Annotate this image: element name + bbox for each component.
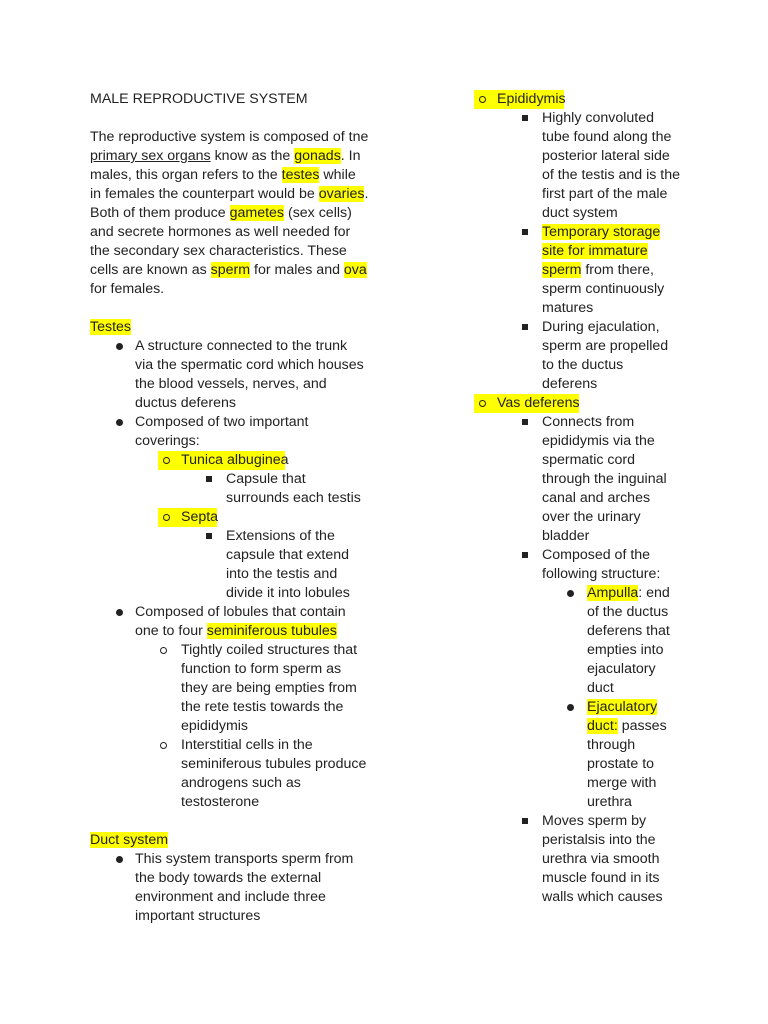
highlight-ova: ova — [343, 262, 367, 278]
highlight-ejaculatory: duct: — [587, 718, 618, 734]
list-text: of the ductus — [587, 604, 669, 620]
list-text: important structures — [135, 908, 261, 924]
highlight-storage: sperm — [542, 262, 582, 278]
list-text: Moves sperm by — [542, 813, 647, 829]
heading-duct-system: Duct system — [90, 832, 169, 848]
bullet-disc-icon — [113, 413, 127, 432]
list-text: they are being empties from — [181, 680, 357, 696]
list-text: Capsule that — [226, 471, 306, 487]
septa-label: Septa — [181, 509, 219, 525]
list-text: : end — [638, 585, 670, 601]
list-text: Composed of lobules that contain — [135, 604, 346, 620]
list-text: Composed of the — [542, 547, 651, 563]
bullet-square-icon — [203, 470, 217, 489]
list-text: one to four — [135, 623, 207, 639]
intro-text: . — [364, 186, 369, 202]
list-text: the rete testis towards the — [181, 699, 344, 715]
tunica-label: Tunica albuginea — [181, 452, 289, 468]
intro-text: The reproductive system is composed of tne — [90, 129, 369, 145]
list-text: the blood vessels, nerves, and — [135, 376, 327, 392]
list-text: Connects from — [542, 414, 635, 430]
list-text: urethra — [587, 794, 632, 810]
list-text: capsule that extend — [226, 547, 350, 563]
list-text: merge with — [587, 775, 657, 791]
list-text: of the testis and is the — [542, 167, 681, 183]
highlight-sperm: sperm — [210, 262, 251, 278]
subitem-septa — [158, 508, 217, 527]
subitem-tunica — [158, 451, 289, 470]
list-text: This system transports sperm from — [135, 851, 354, 867]
list-text: following structure: — [542, 566, 661, 582]
list-text: through — [587, 737, 636, 753]
list-text: deferens that — [587, 623, 670, 639]
list-text: duct — [587, 680, 614, 696]
vas-deferens-label: Vas deferens — [497, 395, 580, 411]
highlight-seminiferous: seminiferous tubules — [206, 623, 337, 639]
list-text: During ejaculation, — [542, 319, 660, 335]
intro-text: Both of them produce — [90, 205, 230, 221]
list-text: muscle found in its — [542, 870, 660, 886]
highlight-storage: Temporary storage — [542, 224, 661, 240]
list-text: coverings: — [135, 433, 200, 449]
bullet-disc-icon — [113, 337, 127, 356]
highlight-ejaculatory: Ejaculatory — [587, 699, 658, 715]
bullet-square-icon — [519, 109, 533, 128]
list-text: Highly convoluted — [542, 110, 654, 126]
intro-text: (sex cells) — [284, 205, 352, 221]
list-text: into the testis and — [226, 566, 338, 582]
highlight-gametes: gametes — [229, 205, 285, 221]
list-text: Tightly coiled structures that — [181, 642, 358, 658]
highlight-testes: testes — [281, 167, 320, 183]
list-text: seminiferous tubules produce — [181, 756, 367, 772]
bullet-disc-icon — [113, 850, 127, 869]
list-text: surrounds each testis — [226, 490, 361, 506]
list-text: from there, — [581, 262, 654, 278]
intro-text: cells are known as — [90, 262, 211, 278]
bullet-disc-icon — [113, 603, 127, 622]
heading-vas-deferens — [474, 394, 579, 413]
bullet-disc-icon — [564, 698, 578, 717]
list-text: posterior lateral side — [542, 148, 670, 164]
list-text: bladder — [542, 528, 590, 544]
list-text: the body towards the external — [135, 870, 322, 886]
list-text: canal and arches — [542, 490, 651, 506]
bullet-square-icon — [519, 223, 533, 242]
list-text: testosterone — [181, 794, 260, 810]
bullet-circle-icon — [477, 394, 491, 413]
intro-text: know as the — [210, 148, 295, 164]
bullet-circle-icon — [158, 736, 172, 755]
list-text: Interstitial cells in the — [181, 737, 313, 753]
list-text: Composed of two important — [135, 414, 309, 430]
bullet-circle-icon — [158, 641, 172, 660]
list-text: environment and include three — [135, 889, 326, 905]
list-text: duct system — [542, 205, 618, 221]
highlight-storage: site for immature — [542, 243, 648, 259]
list-text: over the urinary — [542, 509, 641, 525]
list-text: epididymis via the — [542, 433, 655, 449]
list-text: deferens — [542, 376, 598, 392]
bullet-square-icon — [519, 318, 533, 337]
highlight-ampulla: Ampulla — [587, 585, 639, 601]
intro-text: for females. — [90, 281, 165, 297]
intro-text: while — [319, 167, 356, 183]
bullet-circle-icon — [477, 90, 491, 109]
intro-text: the secondary sex characteristics. These — [90, 243, 347, 259]
list-text: A structure connected to the trunk — [135, 338, 348, 354]
highlight-ovaries: ovaries — [318, 186, 365, 202]
list-text: epididymis — [181, 718, 249, 734]
bullet-square-icon — [203, 527, 217, 546]
intro-text: and secrete hormones as well needed for — [90, 224, 351, 240]
intro-text: for males and — [250, 262, 344, 278]
list-text: urethra via smooth — [542, 851, 660, 867]
list-text: function to form sperm as — [181, 661, 342, 677]
list-text: prostate to — [587, 756, 655, 772]
heading-epididymis — [474, 90, 564, 109]
highlight-gonads: gonads — [294, 148, 341, 164]
heading-testes: Testes — [90, 319, 132, 335]
list-text: androgens such as — [181, 775, 301, 791]
intro-text: . In — [340, 148, 361, 164]
bullet-circle-icon — [161, 451, 175, 470]
list-text: first part of the male — [542, 186, 668, 202]
list-text: tube found along the — [542, 129, 672, 145]
list-text: through the inguinal — [542, 471, 667, 487]
intro-text: males, this organ refers to the — [90, 167, 282, 183]
intro-text: in females the counterpart would be — [90, 186, 319, 202]
bullet-square-icon — [519, 812, 533, 831]
list-text: sperm are propelled — [542, 338, 669, 354]
list-text: via the spermatic cord which houses — [135, 357, 364, 373]
list-text: peristalsis into the — [542, 832, 656, 848]
intro-text: primary sex organs — [90, 148, 211, 164]
bullet-circle-icon — [161, 508, 175, 527]
page-title: MALE REPRODUCTIVE SYSTEM — [90, 91, 308, 107]
list-text: divide it into lobules — [226, 585, 350, 601]
bullet-square-icon — [519, 546, 533, 565]
bullet-square-icon — [519, 413, 533, 432]
list-text: walls which causes — [542, 889, 663, 905]
list-text: empties into — [587, 642, 664, 658]
list-text: to the ductus — [542, 357, 624, 373]
list-text: spermatic cord — [542, 452, 636, 468]
list-text: sperm continuously — [542, 281, 665, 297]
list-text: ductus deferens — [135, 395, 236, 411]
list-text: ejaculatory — [587, 661, 656, 677]
list-text: Extensions of the — [226, 528, 335, 544]
list-text: matures — [542, 300, 594, 316]
bullet-disc-icon — [564, 584, 578, 603]
epididymis-label: Epididymis — [497, 91, 566, 107]
list-text: passes — [617, 718, 667, 734]
